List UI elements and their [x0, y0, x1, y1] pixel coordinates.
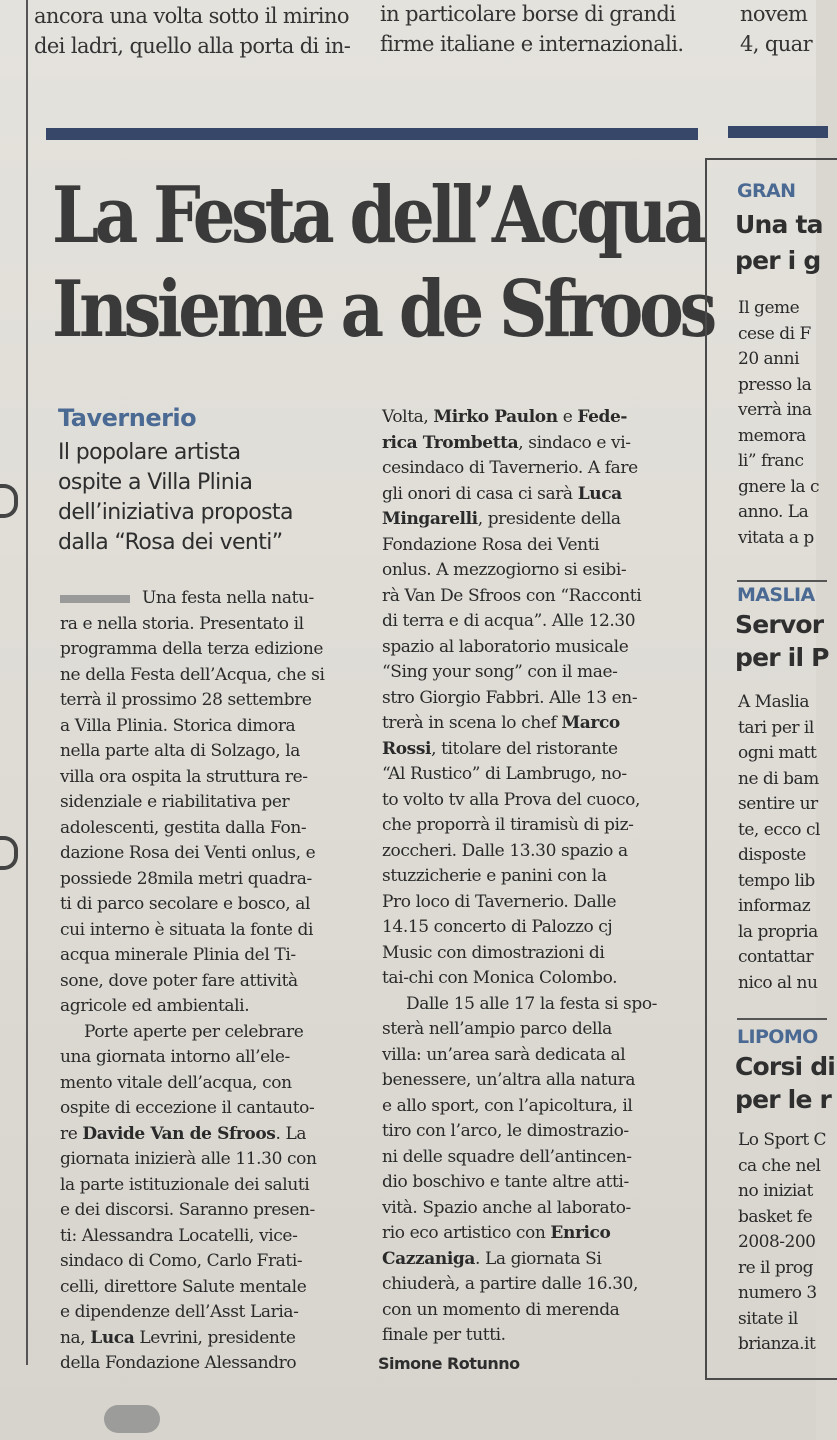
text-line	[60, 663, 352, 689]
text-line	[382, 1247, 678, 1273]
text-line-content: agricole ed ambientali.	[60, 996, 250, 1016]
text-line-content: ti di parco secolare e bosco, al	[60, 894, 311, 914]
subheading-line: dalla “Rosa dei venti”	[58, 530, 283, 555]
text-line	[60, 816, 352, 842]
text-line-content: finale per tutti.	[382, 1325, 506, 1345]
text-line-content: “Al Rustico” di Lambrugo, no-	[382, 764, 627, 784]
text-line-content: dazione Rosa dei Venti onlus, e	[60, 843, 316, 863]
text-line-content: to volto tv alla Prova del cuoco,	[382, 789, 640, 810]
text-line-content: sterà nell’ampio parco della	[382, 1019, 612, 1039]
text-line	[60, 969, 352, 995]
text-line	[60, 841, 352, 867]
text-line	[382, 482, 678, 508]
sidebar-headline: per i g	[735, 246, 821, 275]
sidebar-text-line: Lo Sport C	[738, 1130, 827, 1150]
text-line-content: Porte aperte per celebrare	[84, 1021, 304, 1042]
text-line	[382, 635, 678, 661]
text-line-content: “Sing your song” con il mae-	[382, 662, 618, 682]
sidebar-text-line: brianza.it	[738, 1334, 816, 1354]
location-kicker: Tavernerio	[58, 404, 197, 432]
sidebar-headline: Una ta	[735, 210, 823, 239]
sidebar-kicker: MASLIA	[737, 584, 815, 606]
text-line-content: gli onori di casa ci sarà Luca	[382, 483, 622, 504]
sidebar-divider	[737, 1018, 827, 1020]
sidebar-text-line: nico al nu	[738, 972, 818, 993]
article-column-1	[60, 586, 352, 1377]
sidebar-text-line: ne di bam	[738, 768, 819, 789]
sidebar-text-line: verrà ina	[738, 400, 812, 420]
text-line	[60, 688, 352, 714]
sidebar-text-line: 20 anni	[738, 349, 800, 369]
text-line-content: una giornata intorno all’ele-	[60, 1047, 290, 1067]
sidebar-text-line: ogni matt	[738, 743, 817, 763]
top-fragment-line: in particolare borse di grandi	[380, 2, 676, 26]
sidebar-top-rule	[728, 126, 828, 138]
sidebar-text-line: tempo lib	[738, 870, 815, 891]
text-line	[382, 1017, 678, 1043]
text-line	[382, 609, 678, 635]
sidebar-text-line: anno. La	[738, 502, 809, 522]
text-line-content: ne della Festa dell’Acqua, che si	[60, 664, 325, 685]
text-line	[382, 890, 678, 916]
text-line-content: zoccheri. Dalle 13.30 spazio a	[382, 840, 628, 861]
text-line-content: benessere, un’altra alla natura	[382, 1070, 636, 1090]
text-line-content: rà Van De Sfroos con “Racconti	[382, 585, 642, 606]
text-line-content: ni delle squadre dell’antincen-	[382, 1146, 632, 1167]
text-line	[60, 1300, 352, 1326]
text-line	[60, 918, 352, 944]
text-line	[382, 405, 678, 431]
text-line-content: ospite di eccezione il cantauto-	[60, 1098, 315, 1118]
sidebar-text-line: re il prog	[738, 1257, 813, 1278]
text-line	[382, 839, 678, 865]
text-line	[60, 892, 352, 918]
text-line	[60, 1122, 352, 1148]
text-line	[382, 1323, 678, 1349]
subheading-line: Il popolare artista	[58, 440, 241, 465]
text-line	[60, 790, 352, 816]
sidebar-text-line: basket fe	[738, 1206, 813, 1227]
text-line-content: cesindaco di Tavernerio. A fare	[382, 458, 638, 478]
text-line-content: Rossi, titolare del ristorante	[382, 738, 618, 759]
finger-shadow	[104, 1405, 160, 1433]
sidebar-kicker: LIPOMO	[737, 1026, 818, 1048]
top-fragment-line: dei ladri, quello alla porta di in-	[34, 34, 351, 58]
sidebar-headline: Servor	[735, 610, 824, 639]
sidebar-text-block	[738, 690, 820, 996]
text-line	[382, 788, 678, 814]
text-line	[60, 1173, 352, 1199]
text-line-content: sidenziale e riabilitativa per	[60, 792, 290, 812]
text-line	[382, 762, 678, 788]
text-line	[382, 737, 678, 763]
text-line-content: dio boschivo e tante altre atti-	[382, 1172, 629, 1192]
text-line-content: Una festa nella natu-	[142, 588, 314, 608]
text-line	[60, 714, 352, 740]
text-line	[382, 941, 678, 967]
text-line-content: chiuderà, a partire dalle 16.30,	[382, 1274, 639, 1294]
sidebar-headline: per le r	[735, 1085, 832, 1114]
article-column-2	[382, 405, 678, 1349]
text-line	[382, 431, 678, 457]
text-line-content: trerà in scena lo chef Marco	[382, 713, 620, 733]
text-line	[382, 1170, 678, 1196]
text-line	[60, 1096, 352, 1122]
top-fragment-line: firme italiane e internazionali.	[380, 32, 684, 56]
text-line-content: acqua minerale Plinia del Ti-	[60, 945, 296, 965]
text-line	[60, 867, 352, 893]
text-line-content: e allo sport, con l’apicoltura, il	[382, 1095, 633, 1116]
top-fragment-line: novem	[740, 2, 808, 26]
text-line-content: tai-chi con Monica Colombo.	[382, 968, 618, 988]
text-line-content: ra e nella storia. Presentato il	[60, 613, 304, 634]
text-line	[60, 1249, 352, 1275]
text-line-content: e dei discorsi. Saranno presen-	[60, 1200, 315, 1220]
text-line	[60, 1198, 352, 1224]
sidebar-text-line: presso la	[738, 374, 812, 395]
text-line	[382, 533, 678, 559]
sidebar-divider	[737, 580, 827, 582]
sidebar-text-line: li” franc	[738, 451, 804, 471]
sidebar-text-line: la propria	[738, 921, 818, 942]
text-line-content: e dipendenze dell’Asst Laria-	[60, 1302, 299, 1322]
sidebar-text-line: informaz	[738, 896, 811, 916]
text-line-content: a Villa Plinia. Storica dimora	[60, 715, 296, 736]
sidebar-text-line: vitata a p	[738, 527, 814, 548]
text-line	[60, 1351, 352, 1377]
text-line	[60, 1045, 352, 1071]
subheading	[58, 438, 293, 558]
text-line-content: ti: Alessandra Locatelli, vice-	[60, 1225, 298, 1246]
text-line	[382, 1298, 678, 1324]
sidebar-text-line: numero 3	[738, 1283, 817, 1303]
sidebar-text-line: te, ecco cl	[738, 819, 820, 840]
text-line-content: di terra e di acqua”. Alle 12.30	[382, 611, 636, 631]
text-line	[382, 1272, 678, 1298]
text-line-content: Cazzaniga. La giornata Si	[382, 1248, 602, 1269]
text-line-content: rio eco artistico con Enrico	[382, 1223, 611, 1243]
text-line-content: la parte istituzionale dei saluti	[60, 1174, 310, 1195]
sidebar-text-line: tari per il	[738, 717, 814, 738]
top-fragment-line: ancora una volta sotto il mirino	[34, 4, 349, 28]
text-line-content: Volta, Mirko Paulon e Fede-	[382, 407, 628, 427]
sidebar-text-block	[738, 1128, 826, 1358]
text-line	[60, 612, 352, 638]
text-line-content: Music con dimostrazioni di	[382, 942, 605, 963]
sidebar-text-line: memora	[738, 425, 806, 446]
text-line	[382, 1145, 678, 1171]
lead-rule	[60, 595, 130, 603]
text-line	[382, 558, 678, 584]
text-line-content: 14.15 concerto di Palozzo cj	[382, 917, 613, 937]
sidebar-kicker: GRAN	[737, 180, 796, 202]
sidebar-text-line: contattar	[738, 947, 814, 967]
sidebar-text-line: cese di F	[738, 323, 811, 344]
text-line	[60, 1147, 352, 1173]
text-line-content: spazio al laboratorio musicale	[382, 636, 629, 657]
sidebar-text-line: disposte	[738, 845, 806, 865]
text-line	[60, 1071, 352, 1097]
text-line	[382, 1196, 678, 1222]
subheading-line: dell’iniziativa proposta	[58, 500, 293, 525]
text-line	[382, 992, 678, 1018]
text-line	[382, 1094, 678, 1120]
sidebar-headline: per il P	[735, 643, 829, 672]
text-line-content: villa ora ospita la struttura re-	[60, 766, 308, 787]
text-line-content: onlus. A mezzogiorno si esibi-	[382, 560, 627, 580]
sidebar-text-line: no iniziat	[738, 1181, 813, 1201]
text-line	[382, 864, 678, 890]
text-line-content: Dalle 15 alle 17 la festa si spo-	[406, 993, 658, 1014]
text-line-content: rica Trombetta, sindaco e vi-	[382, 432, 631, 453]
headline-line-2: Insieme a de Sfroos	[52, 264, 714, 355]
text-line-content: sindaco di Como, Carlo Frati-	[60, 1251, 303, 1271]
text-line	[60, 1326, 352, 1352]
article-top-rule	[46, 128, 698, 140]
sidebar-text-line: sentire ur	[738, 794, 818, 814]
text-line-content: Mingarelli, presidente della	[382, 509, 621, 529]
text-line	[382, 813, 678, 839]
sidebar-text-line: sitate il	[738, 1308, 798, 1329]
text-line	[382, 966, 678, 992]
sidebar-text-line: Il geme	[738, 298, 800, 318]
text-line	[60, 637, 352, 663]
text-line-content: cui interno è situata la fonte di	[60, 919, 314, 940]
text-line-content: sone, dove poter fare attività	[60, 970, 298, 991]
text-line-content: mento vitale dell’acqua, con	[60, 1072, 292, 1093]
text-line	[382, 1119, 678, 1145]
text-line	[382, 456, 678, 482]
text-line-content: Pro loco di Tavernerio. Dalle	[382, 891, 617, 912]
text-line-content: possiede 28mila metri quadra-	[60, 868, 312, 889]
text-line-content: tiro con l’arco, le dimostrazio-	[382, 1121, 629, 1141]
text-line-content: adolescenti, gestita dalla Fon-	[60, 817, 307, 838]
text-line	[60, 1275, 352, 1301]
sidebar-text-line: 2008-200	[738, 1232, 816, 1252]
text-line-content: vità. Spazio anche al laborato-	[382, 1197, 631, 1218]
text-line	[382, 584, 678, 610]
text-line	[382, 507, 678, 533]
text-line-content: celli, direttore Salute mentale	[60, 1276, 307, 1297]
left-column-rule	[0, 0, 28, 1365]
text-line-content: terrà il prossimo 28 settembre	[60, 690, 312, 710]
text-line-content: della Fondazione Alessandro	[60, 1353, 297, 1373]
text-line-content: stro Giorgio Fabbri. Alle 13 en-	[382, 687, 638, 708]
text-line-content: nella parte alta di Solzago, la	[60, 741, 301, 761]
text-line-content: giornata inizierà alle 11.30 con	[60, 1149, 317, 1169]
text-line	[382, 686, 678, 712]
text-line-content: che proporrà il tiramisù di piz-	[382, 815, 634, 835]
text-line-content: villa: un’area sarà dedicata al	[382, 1044, 626, 1065]
text-line-content: stuzzicherie e panini con la	[382, 866, 607, 886]
text-line-content: re Davide Van de Sfroos. La	[60, 1123, 307, 1144]
byline: Simone Rotunno	[378, 1354, 520, 1373]
sidebar-text-line: ca che nel	[738, 1155, 821, 1176]
text-line-content: con un momento di merenda	[382, 1299, 620, 1320]
text-line-content: Fondazione Rosa dei Venti	[382, 534, 600, 555]
text-line	[382, 915, 678, 941]
sidebar-text-block	[738, 296, 819, 551]
text-line	[60, 739, 352, 765]
text-line	[382, 711, 678, 737]
text-line	[60, 765, 352, 791]
text-line	[382, 660, 678, 686]
text-line	[60, 1224, 352, 1250]
sidebar-text-line: gnere la c	[738, 476, 819, 497]
text-line	[60, 586, 352, 612]
text-line	[382, 1043, 678, 1069]
sidebar-headline: Corsi di	[735, 1052, 836, 1081]
subheading-line: ospite a Villa Plinia	[58, 470, 253, 495]
text-line	[60, 943, 352, 969]
text-line-content: programma della terza edizione	[60, 639, 324, 659]
text-line	[60, 994, 352, 1020]
text-line	[60, 1020, 352, 1046]
headline-line-1: La Festa dell’Acqua	[52, 170, 703, 261]
text-line	[382, 1221, 678, 1247]
text-line	[382, 1068, 678, 1094]
top-fragment-line: 4, quar	[740, 32, 813, 56]
text-line-content: na, Luca Levrini, presidente	[60, 1327, 296, 1348]
sidebar-text-line: A Maslia	[738, 692, 809, 712]
